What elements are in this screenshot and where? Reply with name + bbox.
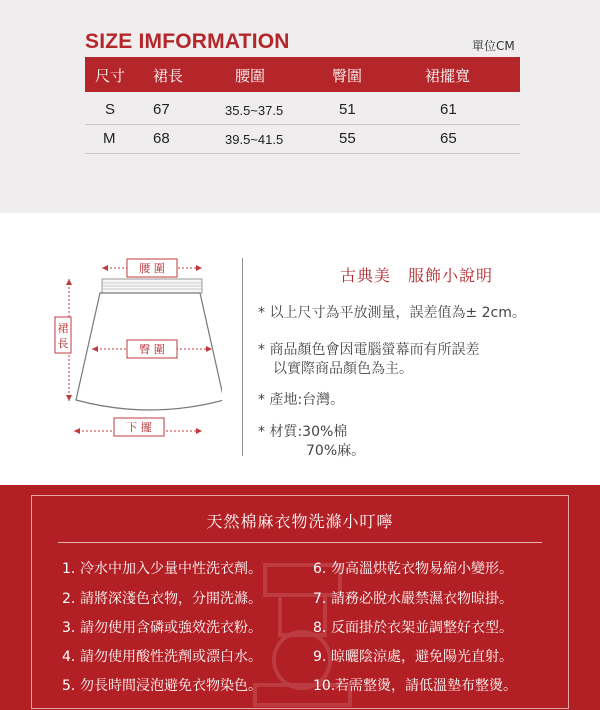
item-text: 請勿使用酸性洗劑或漂白水。 bbox=[80, 649, 262, 665]
note-color-2: 以實際商品顏色為主。 bbox=[273, 361, 413, 377]
list-item bbox=[313, 617, 513, 637]
item-number: 2. bbox=[62, 591, 76, 607]
list-item bbox=[62, 558, 262, 578]
note-measurement: * 以上尺寸為平放測量，誤差值為± 2cm。 bbox=[258, 305, 526, 321]
divider-line bbox=[242, 258, 243, 456]
header-waist: 腰圍 bbox=[235, 67, 266, 85]
item-number: 5. bbox=[62, 678, 76, 694]
washing-title: 天然棉麻衣物洗滌小叮嚀 bbox=[206, 512, 394, 531]
cell-size: M bbox=[103, 130, 116, 147]
note-material: * 材質:30%棉 bbox=[258, 424, 348, 440]
header-hip: 臀圍 bbox=[332, 67, 363, 85]
item-number: 8. bbox=[313, 620, 327, 636]
size-title: SIZE IMFORMATION bbox=[85, 30, 290, 53]
table-row bbox=[85, 96, 520, 125]
unit-label: 單位CM bbox=[472, 39, 515, 53]
cell-length: 67 bbox=[153, 101, 170, 118]
size-table-header bbox=[85, 57, 520, 92]
item-number: 7. bbox=[313, 591, 327, 607]
cell-hip: 51 bbox=[339, 101, 356, 118]
note-material-2: 70%麻。 bbox=[306, 443, 366, 459]
cell-waist: 39.5~41.5 bbox=[225, 132, 284, 147]
cell-length: 68 bbox=[153, 130, 170, 147]
list-item bbox=[313, 646, 513, 666]
item-text: 若需整燙，請低溫墊布整燙。 bbox=[335, 678, 517, 694]
item-text: 請將深淺色衣物，分開洗滌。 bbox=[80, 591, 262, 607]
item-number: 10. bbox=[313, 678, 336, 694]
hip-label: 臀 圍 bbox=[139, 343, 165, 356]
list-item bbox=[62, 675, 262, 695]
item-text: 勿高溫烘乾衣物易縮小變形。 bbox=[331, 561, 513, 577]
table-row bbox=[85, 125, 520, 154]
header-hem-width: 裙擺寬 bbox=[425, 67, 471, 85]
item-number: 6. bbox=[313, 561, 327, 577]
product-info-title: 古典美 服飾小說明 bbox=[340, 266, 494, 285]
length-label-2: 長 bbox=[57, 337, 69, 350]
cell-hip: 55 bbox=[339, 130, 356, 147]
hem-label: 下 擺 bbox=[126, 421, 152, 434]
cell-hem-width: 65 bbox=[440, 130, 457, 147]
note-origin: * 產地:台灣。 bbox=[258, 392, 345, 408]
list-item bbox=[62, 617, 262, 637]
list-item bbox=[62, 646, 262, 666]
list-item bbox=[313, 588, 513, 608]
item-text: 勿長時間浸泡避免衣物染色。 bbox=[80, 678, 262, 694]
list-item bbox=[313, 558, 513, 578]
header-size: 尺寸 bbox=[95, 67, 126, 85]
waist-label: 腰 圍 bbox=[139, 262, 165, 275]
skirt-diagram bbox=[52, 255, 222, 445]
item-number: 1. bbox=[62, 561, 76, 577]
header-length: 裙長 bbox=[153, 67, 184, 85]
list-item bbox=[62, 588, 262, 608]
cell-hem-width: 61 bbox=[440, 101, 457, 118]
cell-waist: 35.5~37.5 bbox=[225, 103, 284, 118]
note-color: * 商品顏色會因電腦螢幕而有所誤差 bbox=[258, 342, 480, 358]
item-text: 冷水中加入少量中性洗衣劑。 bbox=[80, 561, 262, 577]
washing-divider bbox=[58, 542, 542, 543]
item-text: 反面掛於衣架並調整好衣型。 bbox=[331, 620, 513, 636]
list-item bbox=[313, 675, 517, 695]
item-number: 3. bbox=[62, 620, 76, 636]
item-text: 請勿使用含磷或強效洗衣粉。 bbox=[80, 620, 262, 636]
cell-size: S bbox=[105, 101, 116, 118]
item-number: 4. bbox=[62, 649, 76, 665]
item-text: 請務必脫水嚴禁濕衣物晾掛。 bbox=[331, 591, 513, 607]
item-number: 9. bbox=[313, 649, 327, 665]
length-label-1: 裙 bbox=[57, 322, 69, 335]
item-text: 晾曬陰涼處，避免陽光直射。 bbox=[331, 649, 513, 665]
